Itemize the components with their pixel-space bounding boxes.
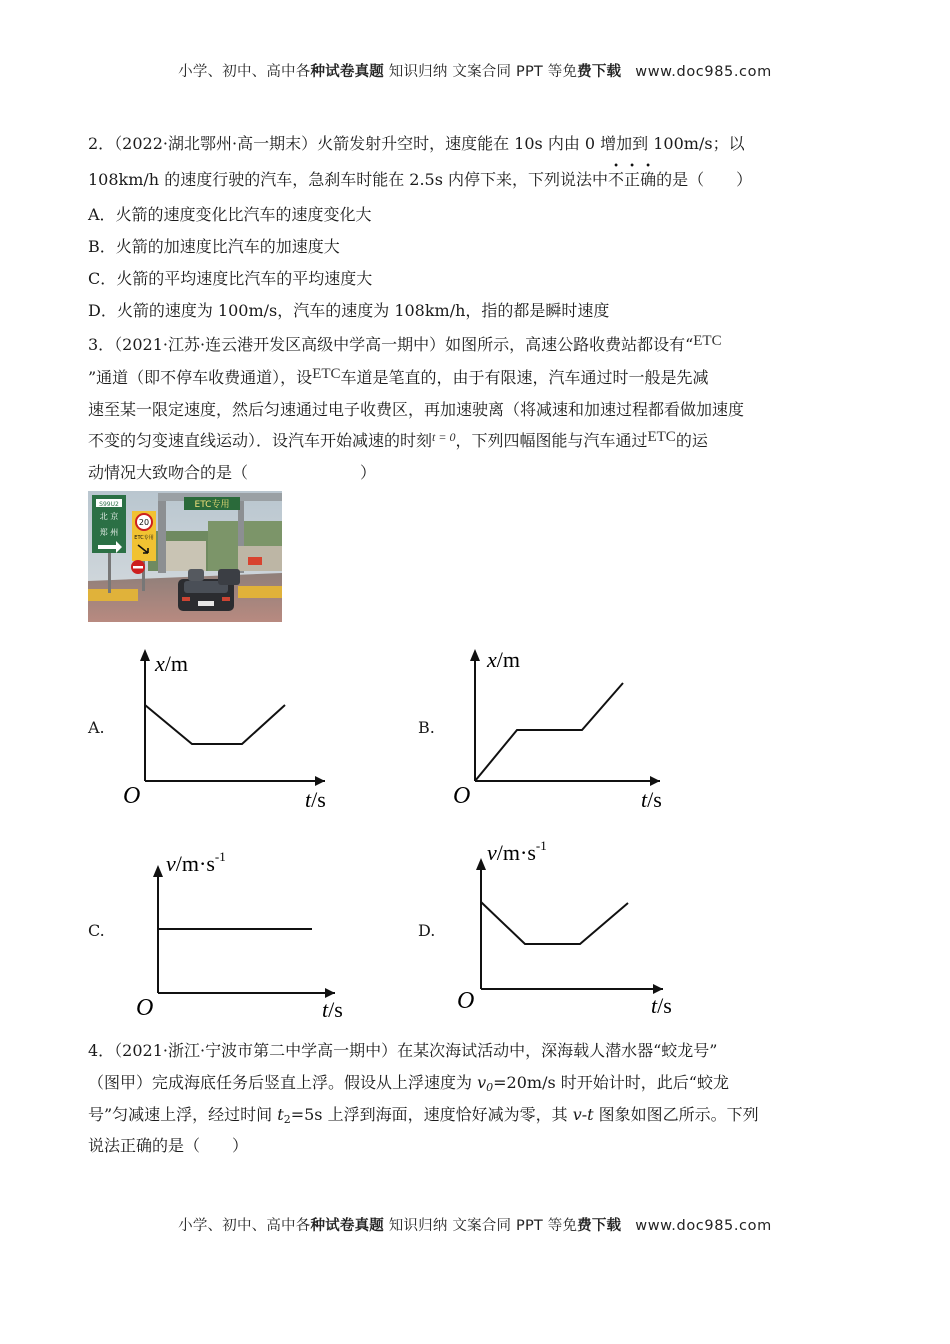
graph-d-origin: O	[457, 988, 475, 1014]
graph-a-x-label: t/s	[305, 787, 326, 812]
lane-sign-text: ETC专用	[134, 535, 154, 541]
q4-stem-text: 号”匀减速上浮，经过时间	[88, 1105, 278, 1124]
v-axis-arrow-icon	[153, 865, 163, 877]
q3-stem-line-1	[88, 335, 722, 356]
v-axis-arrow-icon	[476, 858, 486, 870]
page-header-banner	[0, 60, 950, 81]
banner-text-1: 小学、初中、高中各	[178, 64, 311, 80]
emphasis-char: 确	[640, 170, 657, 189]
banner-text-2: 知识归纳 文案合同 PPT 等免	[383, 64, 578, 80]
q4-stem-text: =20m/s 时开始计时，此后“蛟龙	[493, 1073, 729, 1092]
t-equals-zero: t = 0	[432, 430, 456, 444]
banner-bold-1: 种试卷真题	[310, 64, 384, 80]
etc-toll-station-photo	[88, 491, 282, 622]
q3-option-d-label: D.	[418, 921, 436, 940]
graph-a-origin: O	[123, 783, 141, 809]
v-subscript: 0	[486, 1081, 494, 1094]
q4-stem-line-3	[88, 1105, 759, 1130]
q4-stem-line-2	[88, 1073, 729, 1098]
q3-stem-text: ，下列四幅图能与汽车通过	[455, 431, 648, 450]
q3-stem-text: 车道是笔直的，由于有限速，汽车通过时一般是先减	[340, 368, 709, 387]
banner-bold-2: 费下载	[577, 64, 622, 80]
q3-stem-line-2	[88, 368, 709, 389]
q2-stem-line-2	[88, 170, 752, 190]
q3-stem-line-5: 动情况大致吻合的是（ ）	[88, 463, 377, 482]
etc-term: ETC	[693, 333, 722, 349]
graph-a-curve	[145, 705, 285, 744]
graph-a-y-label: x/m	[155, 651, 188, 676]
graph-b-xt	[445, 645, 670, 815]
dash: -	[581, 1105, 588, 1124]
t-symbol: t	[277, 1105, 284, 1124]
q2-stem-text: 的是（ ）	[656, 170, 753, 189]
x-axis-arrow-icon	[470, 649, 480, 661]
graph-c-origin: O	[136, 995, 154, 1021]
graph-c-y-label: $v/m\cdot s^{-1}$	[166, 849, 226, 876]
gantry-sign-text: ETC专用	[194, 500, 230, 510]
q2-stem-text: 108km/h 的速度行驶的汽车，急刹车时能在 2.5s 内停下来，下列说法中	[88, 170, 609, 189]
q3-stem-line-3: 速至某一限定速度，然后匀速通过电子收费区，再加速驶离（将减速和加速过程都看做加速度	[88, 400, 745, 419]
q2-stem-line-1: 2．（2022·湖北鄂州·高一期末）火箭发射升空时，速度能在 10s 内由 0 增加到 100m/s；以	[88, 134, 745, 153]
q4-stem-text: 图象如图乙所示。下列	[593, 1105, 759, 1124]
t-axis-arrow-icon	[650, 776, 660, 786]
q3-stem-text: 3．（2021·江苏·连云港开发区高级中学高一期中）如图所示，高速公路收费站都设有“	[88, 335, 694, 354]
graph-d-x-label: t/s	[651, 993, 672, 1018]
banner-url[interactable]: www.doc985.com	[635, 1218, 772, 1234]
emphasis-char: 正	[624, 170, 641, 189]
q3-option-b-label: B.	[418, 718, 435, 737]
route-sign-text: S99U2	[99, 501, 119, 508]
t-symbol: t	[587, 1105, 594, 1124]
q3-stem-text: 不变的匀变速直线运动）．设汽车开始减速的时刻	[88, 431, 433, 450]
q3-stem-line-4	[88, 431, 708, 452]
q3-stem-text: 的运	[675, 431, 708, 450]
q2-option-b: B．火箭的加速度比汽车的加速度大	[88, 237, 340, 256]
etc-term: ETC	[312, 366, 341, 382]
x-axis-arrow-icon	[140, 649, 150, 661]
q4-stem-text: （图甲）完成海底任务后竖直上浮。假设从上浮速度为	[88, 1073, 478, 1092]
t-axis-arrow-icon	[315, 776, 325, 786]
page-footer-banner	[0, 1214, 950, 1235]
banner-bold-1: 种试卷真题	[310, 1218, 384, 1234]
etc-term: ETC	[647, 429, 676, 445]
graph-b-x-label: t/s	[641, 787, 662, 812]
graph-d-curve	[481, 902, 628, 944]
graph-b-curve	[475, 683, 623, 781]
q2-option-a: A．火箭的速度变化比汽车的速度变化大	[88, 205, 372, 224]
speed-limit-value: 20	[138, 518, 150, 527]
graph-d-vt	[455, 836, 680, 1021]
banner-text-1: 小学、初中、高中各	[178, 1218, 311, 1234]
banner-url[interactable]: www.doc985.com	[635, 64, 772, 80]
q2-option-d: D．火箭的速度为 100m/s，汽车的速度为 108km/h，指的都是瞬时速度	[88, 301, 610, 320]
sign-city-2: 郑 州	[99, 528, 119, 537]
graph-b-origin: O	[453, 783, 471, 809]
v-symbol: v	[572, 1105, 582, 1124]
banner-text-2: 知识归纳 文案合同 PPT 等免	[383, 1218, 578, 1234]
q3-option-a-label: A.	[88, 718, 105, 737]
q4-stem-text: =5s 上浮到海面，速度恰好减为零，其	[290, 1105, 573, 1124]
q3-stem-text: ”通道（即不停车收费通道），设	[88, 368, 313, 387]
graph-c-x-label: t/s	[322, 997, 343, 1022]
graph-a-xt	[115, 645, 340, 815]
emphasis-char: 不	[608, 170, 625, 189]
t-subscript: 2	[283, 1113, 291, 1126]
q4-stem-line-1: 4．（2021·浙江·宁波市第二中学高一期中）在某次海试活动中，深海载人潜水器“蛟龙号”	[88, 1041, 718, 1060]
banner-bold-2: 费下载	[577, 1218, 622, 1234]
q3-option-c-label: C.	[88, 921, 105, 940]
v-symbol: v	[477, 1073, 487, 1092]
graph-b-y-label: x/m	[487, 647, 520, 672]
sign-city-1: 北 京	[99, 512, 119, 521]
graph-c-vt	[130, 843, 355, 1023]
q4-stem-line-4: 说法正确的是（ ）	[88, 1136, 249, 1155]
graph-d-y-label: $v/m\cdot s^{-1}$	[487, 838, 547, 865]
q2-option-c: C．火箭的平均速度比汽车的平均速度大	[88, 269, 373, 288]
